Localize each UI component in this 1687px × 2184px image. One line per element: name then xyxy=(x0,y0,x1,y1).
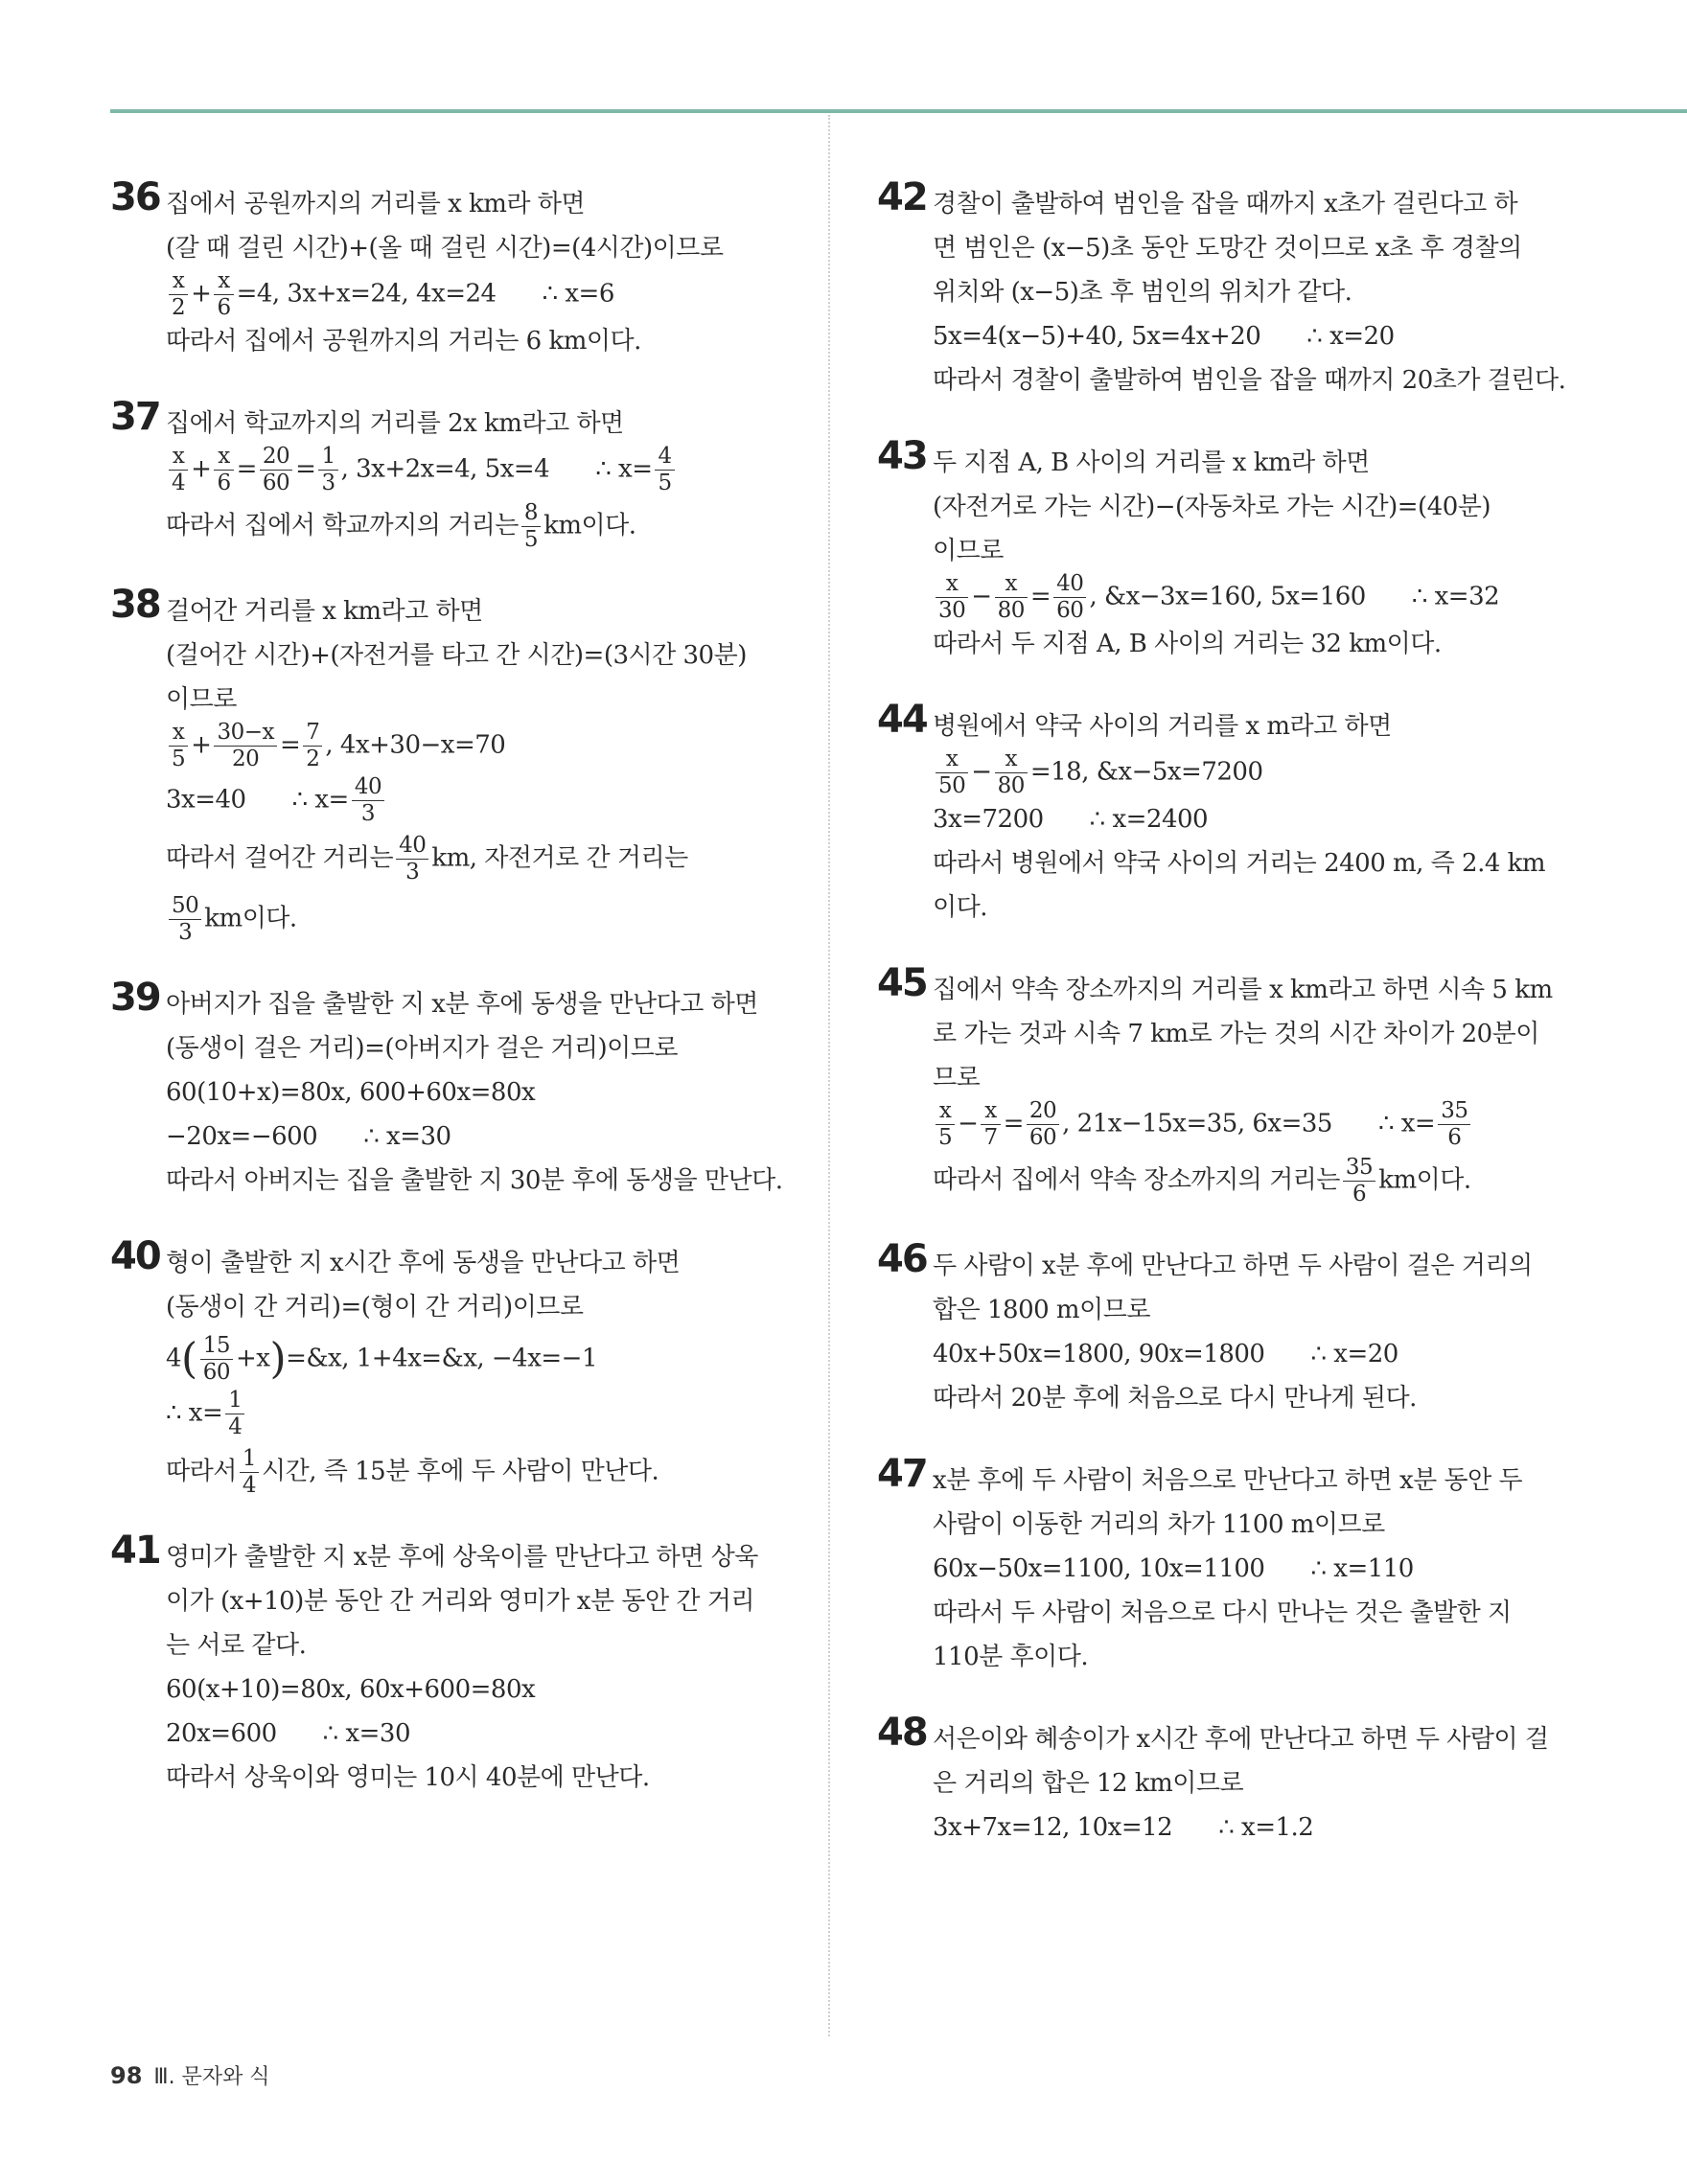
text-line: 므로 xyxy=(933,1064,981,1092)
chapter-title: Ⅲ. 문자와 식 xyxy=(153,2065,270,2089)
top-rule xyxy=(110,109,1687,113)
text-line: 영미가 출발한 지 x분 후에 상욱이를 만난다고 하면 상욱 xyxy=(166,1543,758,1572)
fraction: $\frac{40}{3}$ xyxy=(396,835,428,884)
problem-number: 41 xyxy=(110,1529,160,1573)
text-line: (갈 때 걸린 시간)+(올 때 걸린 시간)=(4시간)이므로 xyxy=(166,234,724,263)
equation-line: $\frac{x}{5}$ − $\frac{x}{7}$ = $\frac{20}{60}$ , 21x−15x=35, 6x=35 ∴ x= $\frac{35}{6}$ xyxy=(933,1100,1567,1149)
equation-line: 5x=4(x−5)+40, 5x=4x+20 ∴ x=20 xyxy=(933,322,1395,351)
fraction: $\frac{x}{80}$ xyxy=(995,573,1028,622)
problem-37 xyxy=(110,395,781,552)
equation-line: $\frac{x}{2}$ + $\frac{x}{6}$ =4, 3x+x=24, 4x=24 ∴ x=6 xyxy=(166,270,781,319)
equation-line: 3x+7x=12, 10x=12 ∴ x=1.2 xyxy=(933,1813,1314,1842)
text-line: 따라서 집에서 약속 장소까지의 거리는 $\frac{35}{6}$ km이다. xyxy=(933,1155,1471,1207)
fraction: $\frac{x}{5}$ xyxy=(169,722,188,770)
fraction: $\frac{50}{3}$ xyxy=(169,895,201,944)
answer: ∴ x=30 xyxy=(363,1122,451,1151)
text-line: 따라서 두 지점 A, B 사이의 거리는 32 km이다. xyxy=(933,630,1442,658)
fraction: $\frac{x}{6}$ xyxy=(214,270,233,319)
equation-line: $\frac{x}{5}$ + $\frac{30-x}{20}$ = $\frac{7}{2}$ , 4x+30−x=70 xyxy=(166,722,781,770)
problem-45 xyxy=(877,961,1567,1207)
text-line: 위치와 (x−5)초 후 범인의 위치가 같다. xyxy=(933,278,1352,307)
text-line: 집에서 약속 장소까지의 거리를 x km라고 하면 시속 5 km xyxy=(933,976,1553,1004)
equation-line xyxy=(166,1390,781,1438)
fraction: $\frac{x}{30}$ xyxy=(936,573,968,622)
answer: ∴ x= xyxy=(1377,1109,1436,1138)
text-line: 이다. xyxy=(933,893,987,922)
text-line: x분 후에 두 사람이 처음으로 만난다고 하면 x분 동안 두 xyxy=(933,1466,1523,1495)
problem-number: 43 xyxy=(877,434,927,478)
problem-47 xyxy=(877,1452,1567,1679)
fraction: $\frac{1}{3}$ xyxy=(318,446,337,494)
text-line: 형이 출발한 지 x시간 후에 동생을 만난다고 하면 xyxy=(166,1249,681,1277)
problem-number: 37 xyxy=(110,395,160,439)
problem-38 xyxy=(110,583,781,945)
problem-44 xyxy=(877,698,1567,930)
text-line: 는 서로 같다. xyxy=(166,1631,307,1660)
fraction: $\frac{8}{5}$ xyxy=(521,502,541,551)
fraction: $\frac{30-x}{20}$ xyxy=(214,722,277,770)
text-line: 합은 1800 m이므로 xyxy=(933,1296,1150,1324)
text-line: 사람이 이동한 거리의 차가 1100 m이므로 xyxy=(933,1510,1385,1539)
text-line: 걸어간 거리를 x km라고 하면 xyxy=(166,597,483,626)
answer: ∴ x=20 xyxy=(1306,322,1395,351)
fraction: $\frac{x}{80}$ xyxy=(995,748,1028,797)
text-line: 따라서 집에서 학교까지의 거리는 $\frac{8}{5}$ km이다. xyxy=(166,500,636,552)
text-line: 집에서 공원까지의 거리를 x km라 하면 xyxy=(166,190,586,218)
equation-line: 40x+50x=1800, 90x=1800 ∴ x=20 xyxy=(933,1340,1398,1368)
fraction: $\frac{1}{4}$ xyxy=(240,1448,259,1497)
equation-line: $\frac{x}{30}$ − $\frac{x}{80}$ = $\frac{40}{60}$ , &x−3x=160, 5x=160 ∴ x=32 xyxy=(933,573,1567,622)
text-line: 두 사람이 x분 후에 만난다고 하면 두 사람이 걸은 거리의 xyxy=(933,1252,1533,1280)
problem-number: 44 xyxy=(877,698,927,742)
text-line: 따라서 경찰이 출발하여 범인을 잡을 때까지 20초가 걸린다. xyxy=(933,366,1566,395)
fraction: $\frac{20}{60}$ xyxy=(1027,1100,1059,1149)
fraction: $\frac{x}{2}$ xyxy=(169,270,188,319)
text-line: 로 가는 것과 시속 7 km로 가는 것의 시간 차이가 20분이 xyxy=(933,1020,1539,1048)
fraction: $\frac{x}{7}$ xyxy=(981,1100,1000,1149)
fraction: $\frac{x}{5}$ xyxy=(936,1100,955,1149)
equation-line: 60x−50x=1100, 10x=1100 ∴ x=110 xyxy=(933,1554,1414,1583)
text-line: 이가 (x+10)분 동안 간 거리와 영미가 x분 동안 간 거리 xyxy=(166,1587,754,1616)
fraction: $\frac{x}{4}$ xyxy=(169,446,188,494)
equation-line: 3x=7200 ∴ x=2400 xyxy=(933,805,1209,834)
problem-43 xyxy=(877,434,1567,666)
answer: ∴ x=1.2 xyxy=(1218,1813,1314,1842)
text-line: (동생이 간 거리)=(형이 간 거리)이므로 xyxy=(166,1293,584,1322)
fraction: $\frac{35}{6}$ xyxy=(1343,1157,1375,1206)
text-line: 서은이와 혜송이가 x시간 후에 만난다고 하면 두 사람이 걸 xyxy=(933,1725,1549,1754)
text-line: 따라서 두 사람이 처음으로 다시 만나는 것은 출발한 지 xyxy=(933,1598,1512,1627)
answer: ∴ x= xyxy=(291,785,349,815)
text-line: 두 지점 A, B 사이의 거리를 x km라 하면 xyxy=(933,448,1370,477)
answer: ∴ x=2400 xyxy=(1089,805,1209,834)
equation-line: $\frac{x}{50}$ − $\frac{x}{80}$ =18, &x−5x=7200 xyxy=(933,748,1567,797)
problem-number: 47 xyxy=(877,1452,927,1496)
page-footer xyxy=(110,2060,270,2090)
text-line: 따라서 병원에서 약국 사이의 거리는 2400 m, 즉 2.4 km xyxy=(933,849,1546,878)
text-line: (걸어간 시간)+(자전거를 타고 간 시간)=(3시간 30분) xyxy=(166,641,747,670)
problem-42 xyxy=(877,175,1567,402)
text-line: 110분 후이다. xyxy=(933,1643,1089,1671)
left-column xyxy=(110,175,783,1800)
answer: ∴ x= xyxy=(595,454,653,484)
fraction: $\frac{40}{60}$ xyxy=(1053,573,1086,622)
text-line: 따라서 $\frac{1}{4}$ 시간, 즉 15분 후에 두 사람이 만난다. xyxy=(166,1446,659,1498)
problem-40 xyxy=(110,1234,781,1498)
equation-line: −20x=−600 ∴ x=30 xyxy=(166,1122,451,1151)
problem-number: 48 xyxy=(877,1711,927,1755)
problem-number: 45 xyxy=(877,961,927,1005)
problem-36 xyxy=(110,175,781,363)
fraction: $\frac{40}{3}$ xyxy=(352,776,384,825)
text-line: 따라서 집에서 공원까지의 거리는 6 km이다. xyxy=(166,327,641,356)
text-line: 집에서 학교까지의 거리를 2x km라고 하면 xyxy=(166,409,624,438)
fraction: $\frac{35}{6}$ xyxy=(1438,1100,1470,1149)
answer: ∴ x=110 xyxy=(1310,1554,1414,1583)
right-column xyxy=(877,175,1567,1850)
text-line: 병원에서 약국 사이의 거리를 x m라고 하면 xyxy=(933,712,1392,741)
problem-number: 42 xyxy=(877,175,927,219)
answer: ∴ x= xyxy=(166,1398,223,1428)
equation-line: 20x=600 ∴ x=30 xyxy=(166,1719,411,1748)
equation-line: $\frac{x}{4}$ + $\frac{x}{6}$ = $\frac{20}{60}$ = $\frac{1}{3}$ , 3x+2x=4, 5x=4 ∴ x= $\frac{4}{5}$ xyxy=(166,446,781,494)
column-divider xyxy=(828,115,830,2036)
answer: ∴ x=20 xyxy=(1310,1340,1398,1368)
text-line: (자전거로 가는 시간)−(자동차로 가는 시간)=(40분) xyxy=(933,493,1491,521)
answer: ∴ x=6 xyxy=(542,279,614,309)
fraction: $\frac{15}{60}$ xyxy=(200,1335,233,1384)
text-line: 아버지가 집을 출발한 지 x분 후에 동생을 만난다고 하면 xyxy=(166,990,758,1019)
problem-number: 39 xyxy=(110,976,160,1020)
text-line: 면 범인은 (x−5)초 동안 도망간 것이므로 x초 후 경찰의 xyxy=(933,234,1522,263)
fraction: $\frac{20}{60}$ xyxy=(260,446,292,494)
text-line: 이므로 xyxy=(166,685,237,714)
equation-line: 4( $\frac{15}{60}$ +x)=&x, 1+4x=&x, −4x=−1 xyxy=(166,1333,598,1385)
page-number: 98 xyxy=(110,2062,143,2089)
text-line: $\frac{50}{3}$ km이다. xyxy=(166,895,781,944)
text-line: 따라서 상욱이와 영미는 10시 40분에 만난다. xyxy=(166,1763,650,1792)
problem-number: 38 xyxy=(110,583,160,627)
fraction: $\frac{x}{50}$ xyxy=(936,748,968,797)
text-line: 이므로 xyxy=(933,537,1004,565)
fraction: $\frac{7}{2}$ xyxy=(303,722,322,770)
text-line: 따라서 20분 후에 처음으로 다시 만나게 된다. xyxy=(933,1384,1417,1413)
equation-line: 60(10+x)=80x, 600+60x=80x xyxy=(166,1078,536,1107)
equation-line: 3x=40 ∴ x= $\frac{40}{3}$ xyxy=(166,776,781,825)
problem-number: 46 xyxy=(877,1237,927,1281)
text-line: 따라서 아버지는 집을 출발한 지 30분 후에 동생을 만난다. xyxy=(166,1166,783,1195)
problem-number: 36 xyxy=(110,175,160,219)
text-line: 경찰이 출발하여 범인을 잡을 때까지 x초가 걸린다고 하 xyxy=(933,190,1518,218)
fraction: $\frac{1}{4}$ xyxy=(225,1390,244,1438)
problem-number: 40 xyxy=(110,1234,160,1278)
text-line: (동생이 걸은 거리)=(아버지가 걸은 거리)이므로 xyxy=(166,1034,679,1063)
fraction: $\frac{x}{6}$ xyxy=(214,446,233,494)
answer: ∴ x=32 xyxy=(1411,582,1500,611)
equation-line: 60(x+10)=80x, 60x+600=80x xyxy=(166,1675,536,1704)
problem-48 xyxy=(877,1711,1567,1850)
answer: ∴ x=30 xyxy=(322,1719,411,1748)
problem-46 xyxy=(877,1237,1567,1420)
problem-39 xyxy=(110,976,783,1203)
text-line: 따라서 걸어간 거리는 $\frac{40}{3}$ km, 자전거로 간 거리는 xyxy=(166,833,688,885)
fraction: $\frac{4}{5}$ xyxy=(655,446,674,494)
problem-41 xyxy=(110,1529,781,1800)
text-line: 은 거리의 합은 12 km이므로 xyxy=(933,1769,1244,1798)
